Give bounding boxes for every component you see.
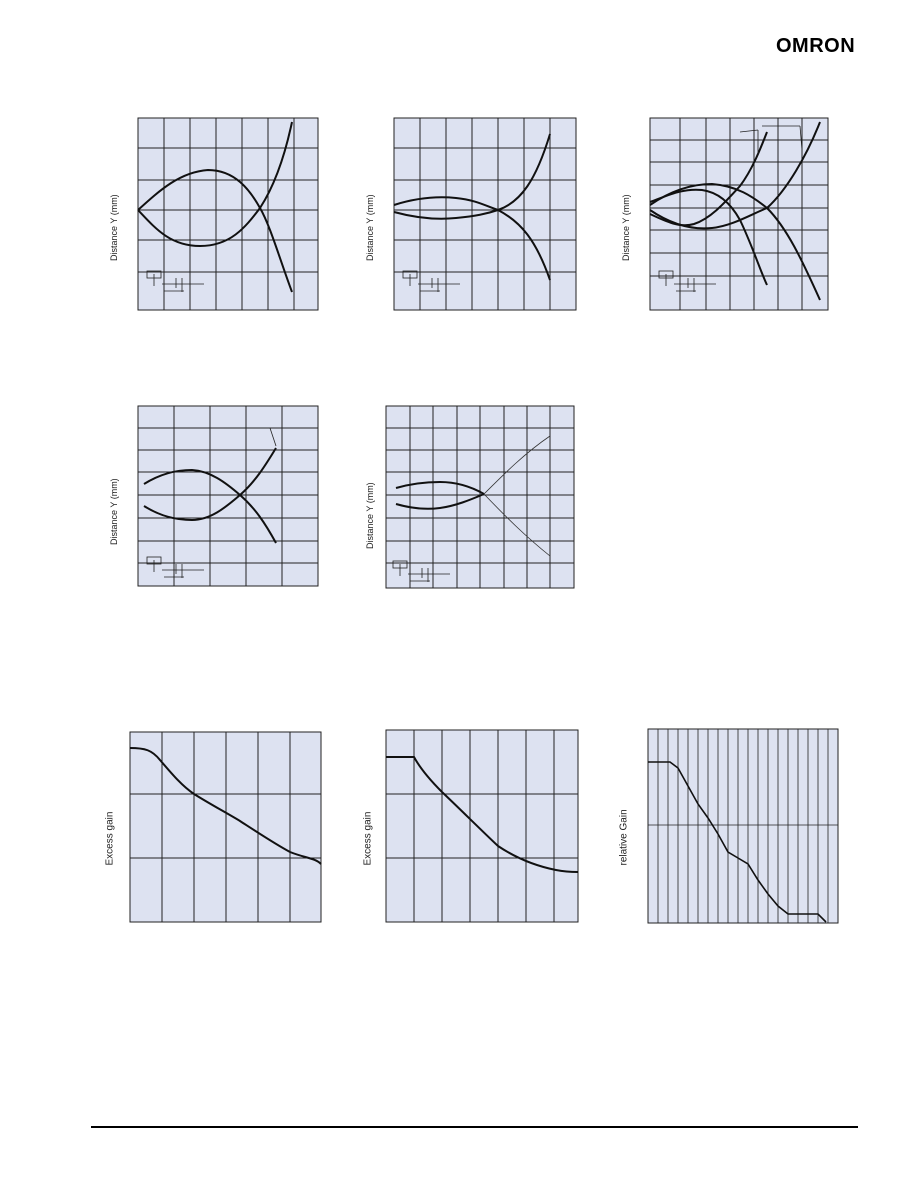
y-axis-label: Distance Y (mm)	[109, 478, 119, 545]
operating-pattern-chart-4	[100, 398, 340, 598]
svg-text:OMRON: OMRON	[776, 35, 856, 56]
y-axis-label: Distance Y (mm)	[365, 194, 375, 261]
y-axis-label: Distance Y (mm)	[621, 194, 631, 261]
operating-pattern-chart-1	[100, 110, 340, 320]
plot-area	[356, 724, 596, 934]
plot-area	[356, 110, 596, 320]
plot-area	[100, 724, 340, 934]
plot-area	[100, 110, 340, 320]
y-axis-label: Excess gain	[362, 811, 374, 866]
operating-pattern-chart-3	[612, 110, 852, 320]
plot-area	[612, 110, 852, 320]
y-axis-label: relative Gain	[618, 809, 630, 866]
excess-gain-chart-2	[356, 724, 596, 934]
plot-area	[612, 724, 852, 934]
y-axis-label: Distance Y (mm)	[109, 194, 119, 261]
plot-area	[100, 398, 340, 598]
plot-area	[360, 398, 600, 598]
y-axis-label: Distance Y (mm)	[365, 482, 375, 549]
excess-gain-chart-1	[100, 724, 340, 934]
operating-pattern-chart-2	[356, 110, 596, 320]
y-axis-label: Excess gain	[104, 811, 116, 866]
operating-pattern-chart-5	[360, 398, 600, 598]
omron-logo	[776, 34, 860, 56]
footer-rule	[91, 1126, 858, 1128]
relative-gain-chart	[612, 724, 852, 934]
